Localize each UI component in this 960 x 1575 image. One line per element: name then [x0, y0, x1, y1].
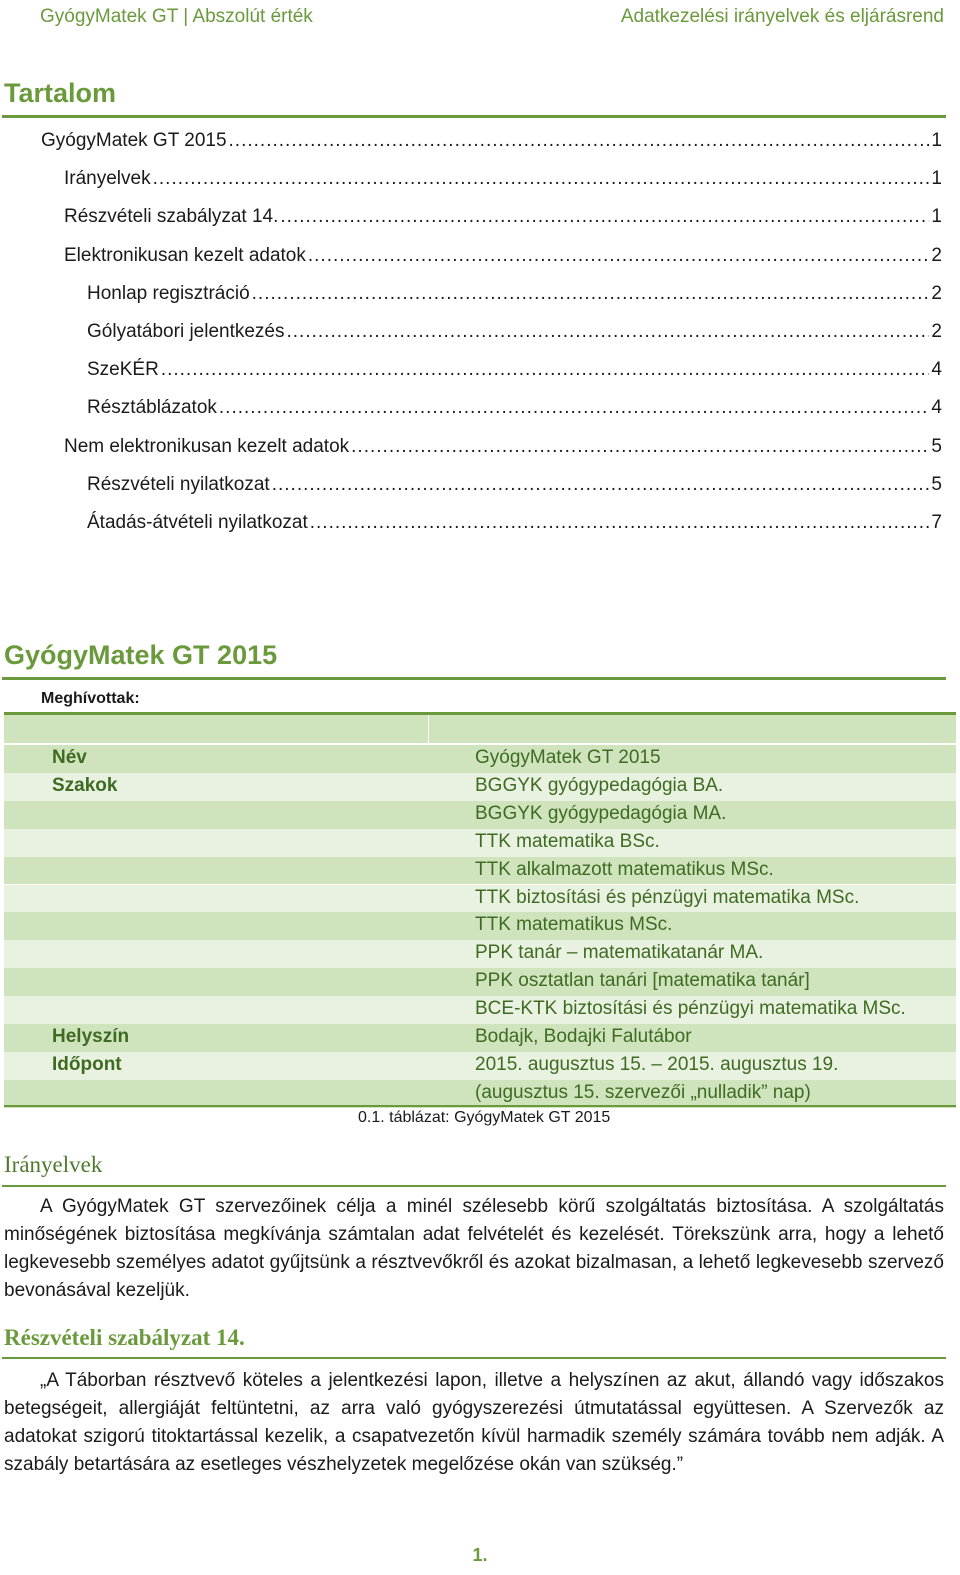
toc-entry-page: 2: [931, 321, 942, 342]
toc-leader-dots: [153, 166, 930, 192]
toc-entry-text: Résztáblázatok: [87, 397, 217, 419]
toc-entry-text: Nem elektronikusan kezelt adatok: [64, 435, 350, 457]
header-right: Adatkezelési irányelvek és eljárásrend: [620, 6, 944, 27]
toc-entry[interactable]: [41, 128, 942, 154]
table-row-value: BCE-KTK biztosítási és pénzügyi matematika MSc.: [475, 998, 906, 1020]
toc-entry[interactable]: [64, 166, 942, 192]
table-row-label: Szakok: [52, 774, 118, 796]
toc-entry-page: 4: [931, 359, 942, 381]
toc-title-rule: [2, 115, 946, 118]
table-header-divider: [428, 715, 429, 743]
toc-entry-page: 5: [931, 473, 942, 495]
guidelines-rule: [2, 1185, 946, 1187]
table-row-value: TTK matematikus MSc.: [475, 914, 673, 936]
toc-entry-text: Irányelvek: [64, 168, 151, 190]
toc-entry[interactable]: [87, 395, 942, 421]
toc-entry[interactable]: [64, 243, 942, 269]
rules-rule: [2, 1357, 946, 1359]
table-row-value: BGGYK gyógypedagógia BA.: [475, 774, 724, 796]
toc-entry-text: Átadás-átvételi nyilatkozat: [87, 512, 308, 533]
toc-leader-dots: [219, 395, 930, 421]
table-row-value: PPK osztatlan tanári [matematika tanár]: [475, 970, 810, 992]
toc-leader-dots: [272, 472, 930, 498]
toc-entry-text: Részvételi nyilatkozat: [87, 473, 270, 495]
toc-leader-dots: [287, 319, 930, 345]
toc-entry-page: 7: [931, 512, 942, 533]
table-row-value: PPK tanár – matematikatanár MA.: [475, 942, 764, 964]
page-number: 1.: [472, 1545, 488, 1565]
toc-leader-dots: [310, 510, 930, 536]
toc-entry[interactable]: [87, 281, 942, 307]
table-row-label: Név: [52, 747, 87, 768]
toc-entry-text: SzeKÉR: [87, 359, 159, 381]
toc-entry[interactable]: [64, 434, 942, 460]
toc-entry-page: 1: [931, 168, 942, 190]
toc-entry[interactable]: [87, 319, 942, 345]
table-header-band: [4, 715, 956, 743]
toc-entry-page: 2: [931, 282, 942, 304]
rules-title: Részvételi szabályzat 14.: [4, 1325, 245, 1350]
info-table: [4, 712, 956, 1107]
toc-entry-text: Gólyatábori jelentkezés: [87, 321, 285, 342]
header-left: GyógyMatek GT | Abszolút érték: [40, 6, 313, 27]
section-title: GyógyMatek GT 2015: [4, 640, 278, 670]
guidelines-title: Irányelvek: [4, 1152, 103, 1177]
toc-entry[interactable]: [64, 204, 942, 230]
table-row-value: Bodajk, Bodajki Falutábor: [475, 1026, 692, 1047]
table-row-value: 2015. augusztus 15. – 2015. augusztus 19.: [475, 1053, 839, 1075]
toc-leader-dots: [308, 243, 930, 269]
table-row-value: BGGYK gyógypedagógia MA.: [475, 802, 727, 824]
guidelines-text: A GyógyMatek GT szervezőinek célja a minél szélesebb körű szolgáltatás biztosítása. A szolgáltatás minőségének biztosítása megkívánja számtalan adat felvételét és kezelését. Törekszünk arra, hogy a lehető legkevesebb személyes adatot gyűjtsünk a résztvevőkről és azokat bizalmasan, a lehető legkevesebb szervező bevonásával kezeljük.: [4, 1196, 944, 1301]
table-row-value: TTK biztosítási és pénzügyi matematika MSc.: [475, 886, 860, 908]
toc-leader-dots: [351, 434, 929, 460]
toc-entry-page: 5: [931, 435, 942, 457]
table-row-value: TTK alkalmazott matematikus MSc.: [475, 858, 774, 880]
toc-entry-text: Elektronikusan kezelt adatok: [64, 244, 306, 266]
table-row-label: Időpont: [52, 1053, 122, 1075]
table-bottom-rule: [4, 1105, 956, 1107]
rules-text: „A Táborban résztvevő köteles a jelentkezési lapon, illetve a helyszínen az akut, állandó vagy időszakos betegségeit, allergiáját feltüntetni, az arra való gyógyszerezési útmutatással együttesen. A Szervezők az adatokat szigorú titoktartással kezelik, a csapatvezetőn kívül harmadik személy számára tovább nem adják. A szabály betartására az esetleges vészhelyzetek megelőzése okán van szükség.”: [4, 1370, 944, 1475]
toc-entry-page: 4: [931, 397, 942, 419]
toc-entry[interactable]: [87, 357, 942, 383]
guidelines-paragraph: [4, 1193, 944, 1305]
toc-entry[interactable]: [87, 472, 942, 498]
toc-title: Tartalom: [4, 78, 117, 108]
toc-entry[interactable]: [87, 510, 942, 536]
table-caption: 0.1. táblázat: GyógyMatek GT 2015: [358, 1109, 611, 1126]
toc-entry-page: 1: [931, 206, 942, 228]
table-row-value: (augusztus 15. szervezői „nulladik” nap): [475, 1081, 811, 1103]
toc-entry-text: Részvételi szabályzat 14.: [64, 206, 279, 228]
toc-entry-page: 1: [931, 130, 942, 151]
toc-leader-dots: [161, 357, 930, 383]
toc-leader-dots: [252, 281, 930, 307]
page-header: [40, 6, 944, 30]
table-row-value: TTK matematika BSc.: [475, 830, 660, 852]
toc-entry-text: Honlap regisztráció: [87, 282, 250, 304]
toc-leader-dots: [280, 204, 929, 230]
invited-label: Meghívottak:: [41, 690, 140, 707]
toc-leader-dots: [229, 128, 930, 154]
toc-entry-text: GyógyMatek GT 2015: [41, 130, 227, 151]
toc-entry-page: 2: [931, 244, 942, 266]
table-row-label: Helyszín: [52, 1026, 130, 1047]
rules-paragraph: [4, 1367, 944, 1479]
section-title-rule: [2, 677, 946, 680]
table-row-value: GyógyMatek GT 2015: [475, 747, 661, 768]
